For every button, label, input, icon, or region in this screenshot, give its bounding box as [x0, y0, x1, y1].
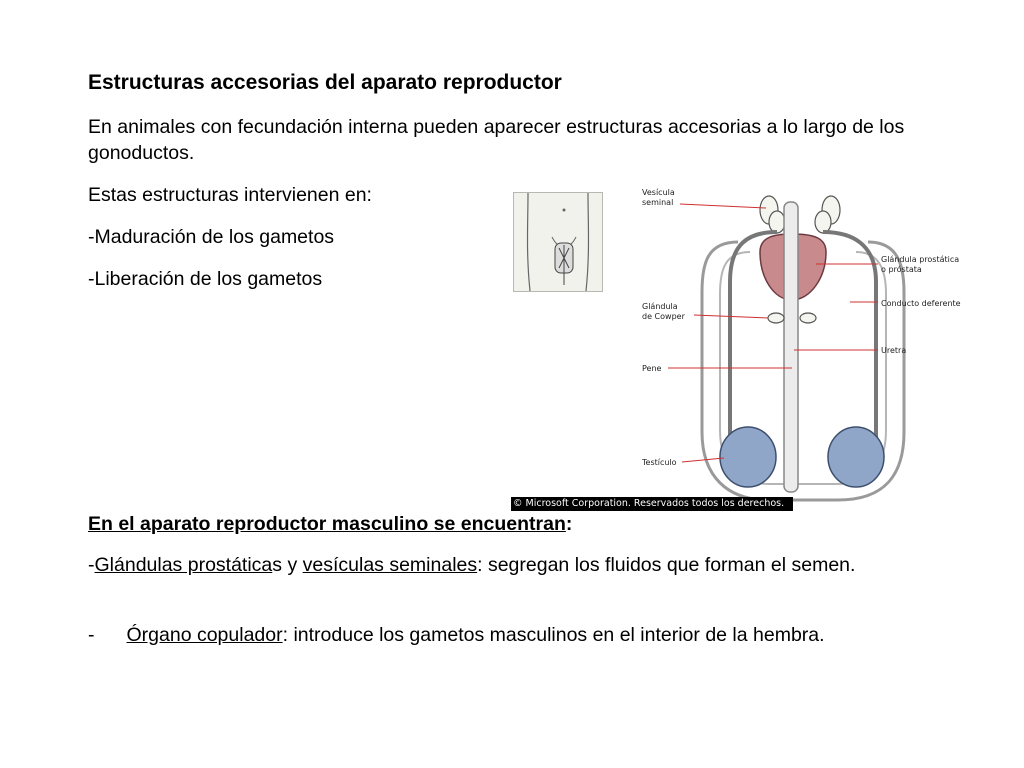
- item-organo-copulador: [88, 622, 958, 648]
- seminal-vesicle-left: [760, 196, 785, 233]
- item1-term1-tail: s y: [272, 554, 303, 576]
- body-outline-drawing: [514, 193, 602, 291]
- intervene-item-liberacion: -Liberación de los gametos: [88, 268, 323, 290]
- label-cowper-2: de Cowper: [642, 312, 685, 321]
- seminal-vesicle-right: [815, 196, 840, 233]
- label-vesicula-1: Vesícula: [642, 188, 675, 197]
- label-prostatica-1: Glándula prostática: [881, 255, 960, 264]
- cowper-gland-right: [800, 313, 816, 323]
- urethra-shape: [784, 202, 798, 492]
- body-outline-figure: [513, 192, 603, 292]
- cowper-gland-left: [768, 313, 784, 323]
- item1-prefix: -: [88, 554, 95, 576]
- label-testiculo: Testículo: [642, 458, 677, 467]
- copyright-credit: © Microsoft Corporation. Reservados todos los derechos.: [511, 497, 793, 511]
- male-heading-colon: :: [565, 513, 573, 535]
- item2-prefix: -: [88, 624, 95, 646]
- label-cowper-1: Glándula: [642, 302, 678, 311]
- label-vesicula-2: seminal: [642, 198, 674, 207]
- male-heading: [88, 511, 572, 537]
- intervene-item-maduracion: -Maduración de los gametos: [88, 226, 335, 248]
- testis-left: [720, 427, 776, 487]
- label-conducto: Conducto deferente: [881, 299, 961, 308]
- term-vesiculas-seminales: vesículas seminales: [302, 554, 478, 576]
- slide-title: Estructuras accesorias del aparato reproductor: [88, 71, 562, 94]
- item2-text: : introduce los gametos masculinos en el interior de la hembra.: [282, 624, 825, 646]
- intro-paragraph: En animales con fecundación interna pueden aparecer estructuras accesorias a lo largo de los gonoductos.: [88, 116, 905, 164]
- reproductive-system-diagram: [638, 182, 986, 512]
- diagram-drawing: [638, 182, 986, 512]
- testis-right: [828, 427, 884, 487]
- term-glandulas-prostaticas: Glándulas prostática: [94, 554, 273, 576]
- label-pene: Pene: [642, 364, 662, 373]
- item-glandulas: [88, 552, 958, 578]
- male-heading-text: En el aparato reproductor masculino se encuentran: [88, 513, 566, 535]
- intervene-heading: Estas estructuras intervienen en:: [88, 184, 372, 206]
- item1-text: : segregan los fluidos que forman el semen.: [477, 554, 856, 576]
- label-prostatica-2: o próstata: [881, 265, 922, 274]
- term-organo-copulador: Órgano copulador: [126, 624, 283, 646]
- label-uretra: Uretra: [881, 346, 907, 355]
